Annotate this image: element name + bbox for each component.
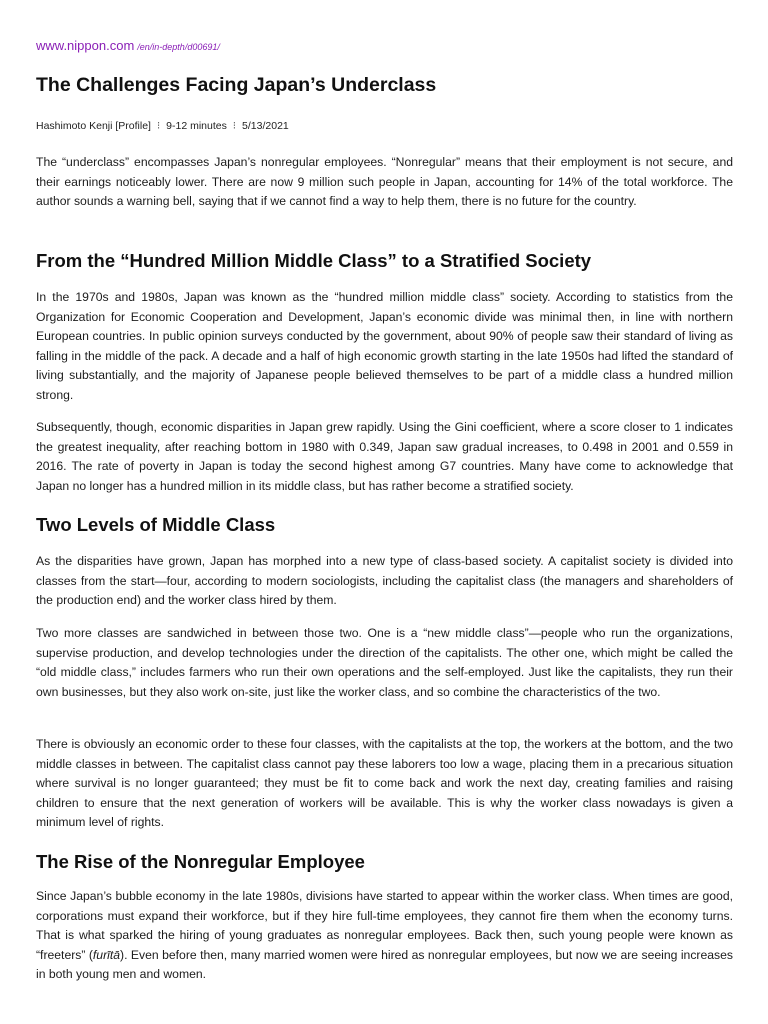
section-heading: Two Levels of Middle Class bbox=[36, 514, 276, 535]
paragraph-text: Since Japan’s bubble economy in the late 1980s, divisions have started to appear within the worker class. When times are good, corporations must expand their workforce, but if they hire full-time employees, they cannot fire them when the economy turns. That is what sparked the hiring of young graduates as nonregular employees. Back then, such young people were known as “freeters” ( bbox=[36, 889, 733, 962]
body-paragraph: In the 1970s and 1980s, Japan was known as the “hundred million middle class” society. According to statistics from the Organization for Economic Cooperation and Development, Japan’s economic divide was minimal then, in line with northern European countries. In public opinion surveys conducted by the government, about 90% of people saw their standard of living as falling in the middle of the pack. A decade and a half of high economic growth starting in the late 1950s had lifted the standard of living substantially, and the majority of Japanese people believed themselves to be part of a middle class a hundred million strong. bbox=[36, 290, 733, 402]
meta-separator: ⁝ bbox=[232, 120, 237, 132]
body-paragraph: Subsequently, though, economic disparities in Japan grew rapidly. Using the Gini coefficient, where a score closer to 1 indicates the greatest inequality, after reaching bottom in 1980 with 0.349, Japan saw gradual increases, to 0.498 in 2001 and 0.559 in 2016. The rate of poverty in Japan is today the second highest among G7 countries. Many have come to acknowledge that Japan no longer has a hundred million in its middle class, but has rather become a stratified society. bbox=[36, 420, 733, 493]
body-paragraph bbox=[36, 887, 733, 985]
paragraph-text: ). Even before then, many married women were hired as nonregular employees, but now we are seeing increases in both young men and women. bbox=[36, 947, 733, 982]
article-title: The Challenges Facing Japan’s Underclass bbox=[36, 74, 437, 96]
url-path[interactable]: /en/in-depth/d00691/ bbox=[137, 42, 220, 52]
section-heading: From the “Hundred Million Middle Class” to a Stratified Society bbox=[36, 250, 592, 271]
body-paragraph: As the disparities have grown, Japan has morphed into a new type of class-based society. A capitalist society is divided into classes from the start—four, according to modern sociologists, including the capitalist class (the managers and shareholders of the production end) and the worker class hired by them. bbox=[36, 554, 733, 608]
url-host[interactable]: www.nippon.com bbox=[36, 38, 135, 53]
body-paragraph: There is obviously an economic order to these four classes, with the capitalists at the top, the workers at the bottom, and the two middle classes in between. The capitalist class cannot pay these laborers too low a wage, placing them in a precarious situation where survival is no longer guaranteed; they must be fit to come back and work the next day, creating families and raising children to ensure that the next generation of workers will be available. This is why the worker class nowadays is given a minimum level of rights. bbox=[36, 737, 733, 830]
italic-term: furītā bbox=[92, 947, 121, 962]
publish-date: 5/13/2021 bbox=[242, 120, 289, 132]
section-heading: The Rise of the Nonregular Employee bbox=[36, 851, 365, 872]
article-meta bbox=[36, 120, 289, 132]
author[interactable]: Hashimoto Kenji [Profile] bbox=[36, 120, 151, 132]
source-url[interactable] bbox=[36, 38, 220, 53]
body-paragraph: Two more classes are sandwiched in between those two. One is a “new middle class”—people who run the organizations, supervise production, and develop technologies under the direction of the capitalists. The other one, which might be called the “old middle class,” includes farmers who run their own operations and the self-employed. Just like the capitalists, they run their own businesses, but they also work on-site, just like the worker class, and so combine the characteristics of the two. bbox=[36, 626, 733, 699]
intro-paragraph: The “underclass” encompasses Japan’s nonregular employees. “Nonregular” means that their employment is not secure, and their earnings noticeably lower. There are now 9 million such people in Japan, accounting for 14% of the total workforce. The author sounds a warning bell, saying that if we cannot find a way to help them, there is no future for the country. bbox=[36, 155, 733, 209]
read-time: 9-12 minutes bbox=[166, 120, 227, 132]
meta-separator: ⁝ bbox=[156, 120, 161, 132]
